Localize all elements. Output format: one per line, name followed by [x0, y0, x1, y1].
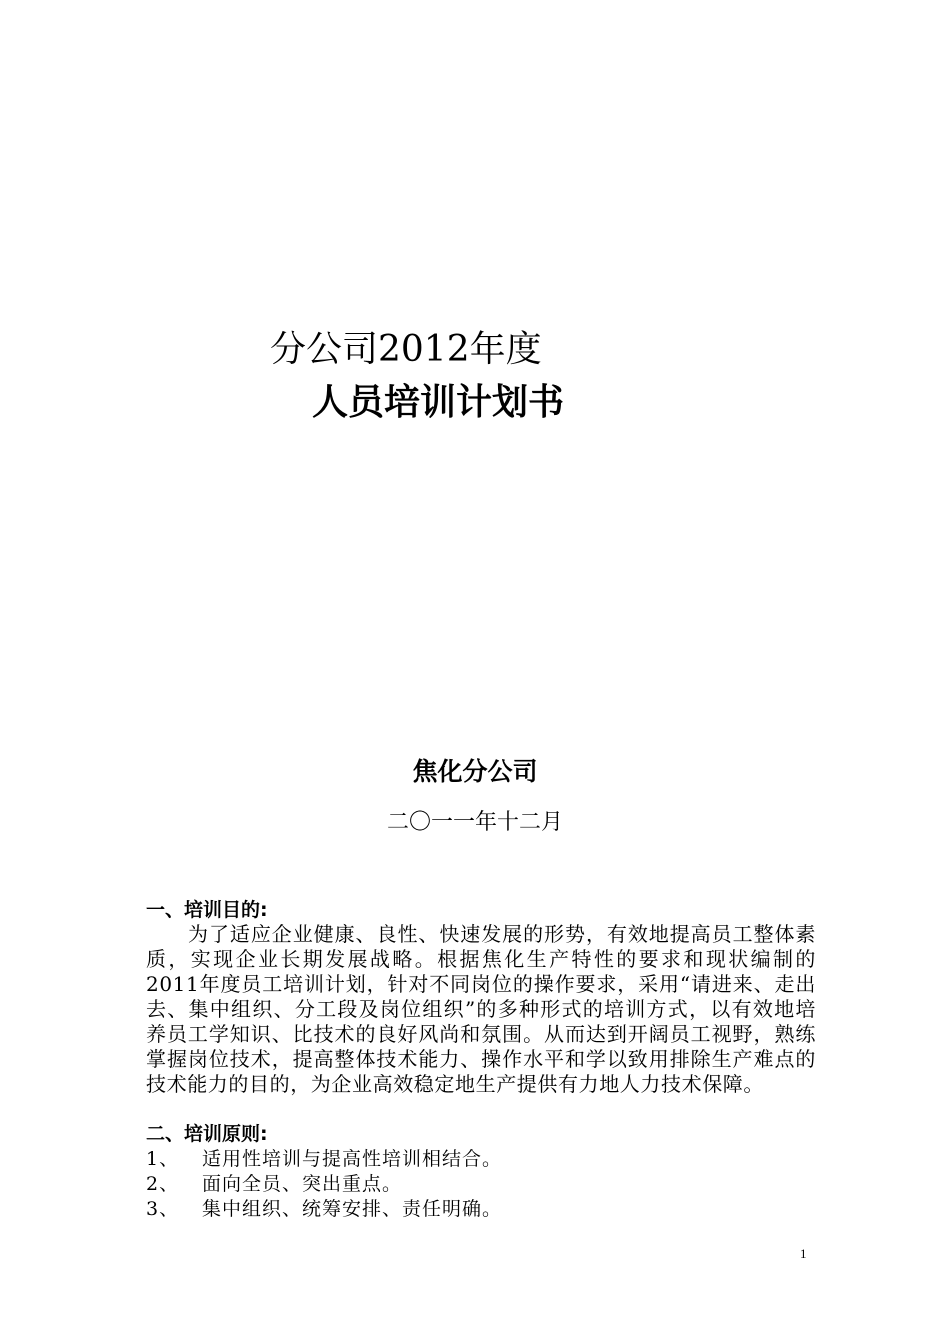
list-item: [146, 1172, 402, 1197]
list-item-number: 3、: [146, 1198, 180, 1220]
document-title-line-1: 分公司2012年度: [270, 329, 542, 370]
section-1-heading: 一、培训目的:: [146, 899, 268, 921]
document-title-line-2: 人员培训计划书: [312, 381, 565, 423]
list-item-number: 2、: [146, 1173, 180, 1195]
page-number: 1: [800, 1246, 807, 1261]
list-item: [146, 1197, 502, 1222]
document-date: 二〇一一年十二月: [386, 810, 563, 835]
list-item-text: 适用性培训与提高性培训相结合。: [202, 1148, 503, 1170]
company-name: 焦化分公司: [412, 757, 538, 786]
list-item-text: 集中组织、统筹安排、责任明确。: [202, 1198, 503, 1220]
list-item: [146, 1147, 502, 1172]
section-2-heading: 二、培训原则:: [146, 1123, 268, 1145]
list-item-text: 面向全员、突出重点。: [202, 1173, 403, 1195]
list-item-number: 1、: [146, 1148, 180, 1170]
section-1-paragraph: 为了适应企业健康、良性、快速发展的形势，有效地提高员工整体素质，实现企业长期发展战略。根据焦化生产特性的要求和现状编制的2011年度员工培训计划，针对不同岗位的操作要求，采用“请进来、走出去、集中组织、分工段及岗位组织”的多种形式的培训方式，以有效地培养员工学知识、比技术的良好风尚和氛围。从而达到开阔员工视野，熟练掌握岗位技术，提高整体技术能力、操作水平和学以致用排除生产难点的技术能力的目的，为企业高效稳定地生产提供有力地人力技术保障。: [146, 922, 816, 1096]
